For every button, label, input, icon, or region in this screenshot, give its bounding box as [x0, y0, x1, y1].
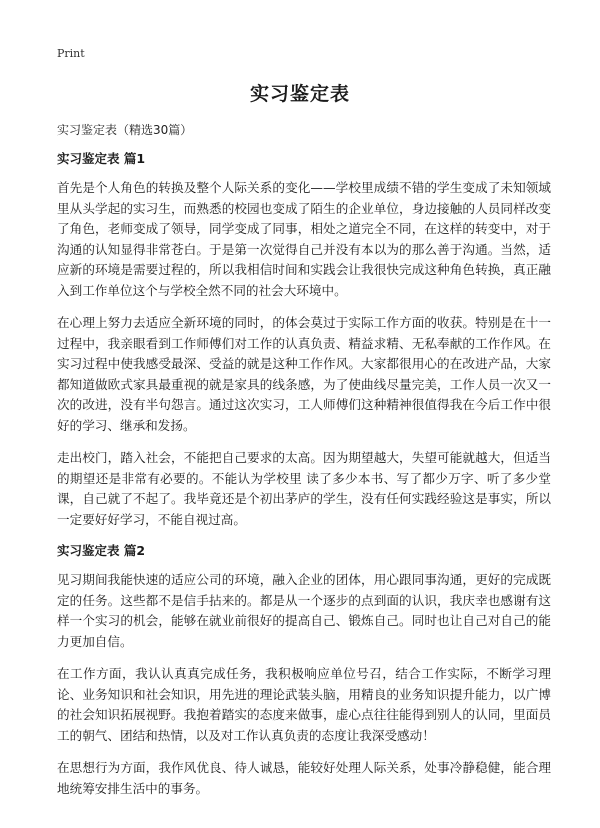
page-title: 实习鉴定表	[249, 83, 350, 105]
paragraph: 在工作方面，我认认真真完成任务，我积极响应单位号召，结合工作实际，不断学习理论、业务知识和社会知识，用先进的理论武装头脑，用精良的业务知识提升能力，以广博的社会知识拓展视野。我抱着踏实的态度来做事，虚心点往往能得到别人的认同，里面员工的朝气、团结和热情，以及对工作认真负责的态度让我深受感动！	[57, 666, 551, 743]
document-body	[57, 150, 551, 811]
document-subtitle: 实习鉴定表（精选30篇）	[57, 123, 193, 137]
section-heading: 实习鉴定表 篇1	[57, 151, 146, 166]
section-2	[57, 542, 551, 799]
paragraph: 在心理上努力去适应全新环境的同时，的体会莫过于实际工作方面的收获。特别是在十一过程中，我亲眼看到工作师傅们对工作的认真负责、精益求精、无私奉献的工作作风。在实习过程中使我感受最深、受益的就是这种工作作风。大家都很用心的在改进产品，大家都知道做欧式家具最重视的就是家具的线条感，为了使曲线尽量完美，工作人员一次又一次的改进，没有半句怨言。通过这次实习，工人师傅们这种精神很值得我在今后工作中很好的学习、继承和发扬。	[57, 315, 551, 433]
paragraph: 见习期间我能快速的适应公司的环境，融入企业的团体，用心跟同事沟通，更好的完成既定的任务。这些都不是信手拈来的。都是从一个逐步的点到面的认识，我庆幸也感谢有这样一个实习的机会，能够在就业前很好的提高自己、锻炼自己。同时也让自己对自己的能力更加自信。	[57, 572, 551, 649]
print-link[interactable]: Print	[57, 47, 85, 60]
paragraph: 走出校门，踏入社会，不能把自己要求的太高。因为期望越大，失望可能就越大，但适当的期望还是非常有必要的。不能认为学校里 读了多少本书、写了都少万字、听了多少堂课，自己就了不起了。我毕竟还是个初出茅庐的学生，没有任何实践经验这是事实，所以一定要好好学习，不能自视过高。	[57, 450, 551, 527]
paragraph: 首先是个人角色的转换及整个人际关系的变化——学校里成绩不错的学生变成了未知领域里从头学起的实习生，而熟悉的校园也变成了陌生的企业单位，身边接触的人员同样改变了角色，老师变成了领导，同学变成了同事，相处之道完全不同，在这样的转变中，对于沟通的认知显得非常苍白。于是第一次觉得自己并没有本以为的那么善于沟通。当然，适应新的环境是需要过程的，所以我相信时间和实践会让我很快完成这种角色转换，真正融入到工作单位这个与学校全然不同的社会大环境中。	[57, 180, 551, 298]
section-heading: 实习鉴定表 篇2	[57, 543, 146, 558]
paragraph: 在思想行为方面，我作风优良、待人诚恳，能较好处理人际关系，处事冷静稳健，能合理地统筹安排生活中的事务。	[57, 760, 551, 796]
section-1	[57, 150, 551, 530]
